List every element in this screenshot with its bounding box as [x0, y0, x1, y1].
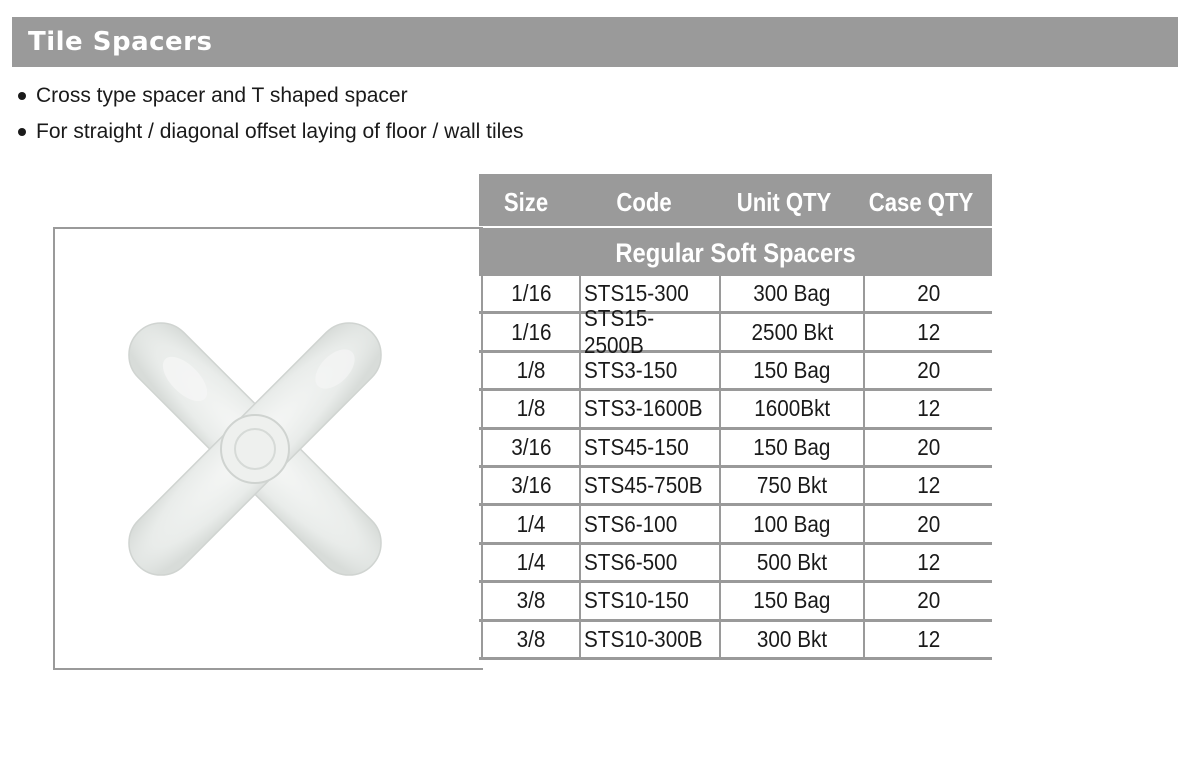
- product-photo-frame: [53, 227, 483, 670]
- cell-unit-qty: 150 Bag: [721, 353, 865, 388]
- cell-code: STS45-150: [581, 430, 721, 465]
- cell-size: 3/8: [481, 583, 581, 618]
- cell-case-qty: 12: [916, 548, 941, 575]
- feature-item: [16, 78, 524, 114]
- header-size: Size: [503, 187, 549, 217]
- table-row: [479, 391, 992, 429]
- cell-size: 1/16: [481, 314, 581, 349]
- header-code: Code: [616, 187, 672, 217]
- table-row: [479, 583, 992, 621]
- table-row: [479, 506, 992, 544]
- header-unit-qty: Unit QTY: [736, 187, 832, 217]
- cell-size: 1/16: [481, 276, 581, 311]
- cell-size: 1/8: [481, 391, 581, 426]
- cell-case-qty: 12: [916, 395, 941, 422]
- cell-code: STS15-300: [581, 276, 721, 311]
- cell-unit-qty: 100 Bag: [721, 506, 865, 541]
- cell-unit-qty: 2500 Bkt: [721, 314, 865, 349]
- cell-code: STS45-750B: [581, 468, 721, 503]
- cell-code: STS15-2500B: [581, 314, 721, 349]
- table-section-header: [479, 228, 992, 276]
- cell-unit-qty: 500 Bkt: [721, 545, 865, 580]
- cell-unit-qty: 150 Bag: [721, 430, 865, 465]
- cell-unit-qty: 300 Bkt: [721, 622, 865, 657]
- cell-case-qty: 20: [916, 356, 941, 383]
- cell-unit-qty: 150 Bag: [721, 583, 865, 618]
- cell-unit-qty: 1600Bkt: [721, 391, 865, 426]
- table-row: [479, 622, 992, 660]
- feature-item: [16, 114, 524, 150]
- cell-code: STS3-1600B: [581, 391, 721, 426]
- cell-size: 1/8: [481, 353, 581, 388]
- cell-code: STS6-100: [581, 506, 721, 541]
- cell-case-qty: 12: [916, 472, 941, 499]
- cell-size: 3/8: [481, 622, 581, 657]
- cell-case-qty: 12: [916, 318, 941, 345]
- cell-case-qty: 20: [916, 280, 941, 307]
- cell-case-qty: 12: [916, 625, 941, 652]
- table-row: [479, 430, 992, 468]
- cell-size: 3/16: [481, 430, 581, 465]
- cell-unit-qty: 300 Bag: [721, 276, 865, 311]
- table-header: [479, 174, 992, 226]
- page-title: Tile Spacers: [28, 27, 213, 57]
- feature-text: For straight / diagonal offset laying of floor / wall tiles: [36, 120, 524, 143]
- cell-unit-qty: 750 Bkt: [721, 468, 865, 503]
- table-row: [479, 305, 992, 359]
- feature-text: Cross type spacer and T shaped spacer: [36, 84, 408, 107]
- cell-case-qty: 20: [916, 433, 941, 460]
- bullet-icon: [18, 128, 26, 136]
- table-row: [479, 276, 992, 314]
- cell-case-qty: 20: [916, 587, 941, 614]
- cell-code: STS6-500: [581, 545, 721, 580]
- cell-case-qty: 20: [916, 510, 941, 537]
- cell-size: 3/16: [481, 468, 581, 503]
- section-title: Regular Soft Spacers: [615, 238, 856, 268]
- cell-size: 1/4: [481, 506, 581, 541]
- cell-code: STS10-150: [581, 583, 721, 618]
- feature-list: [16, 78, 524, 150]
- cross-spacer-image: [55, 229, 485, 672]
- cell-size: 1/4: [481, 545, 581, 580]
- cell-code: STS10-300B: [581, 622, 721, 657]
- bullet-icon: [18, 92, 26, 100]
- table-body: [479, 276, 992, 660]
- table-row: [479, 468, 992, 506]
- header-case-qty: Case QTY: [868, 187, 974, 217]
- table-row: [479, 353, 992, 391]
- cell-code: STS3-150: [581, 353, 721, 388]
- title-bar: [12, 17, 1178, 67]
- table-row: [479, 545, 992, 583]
